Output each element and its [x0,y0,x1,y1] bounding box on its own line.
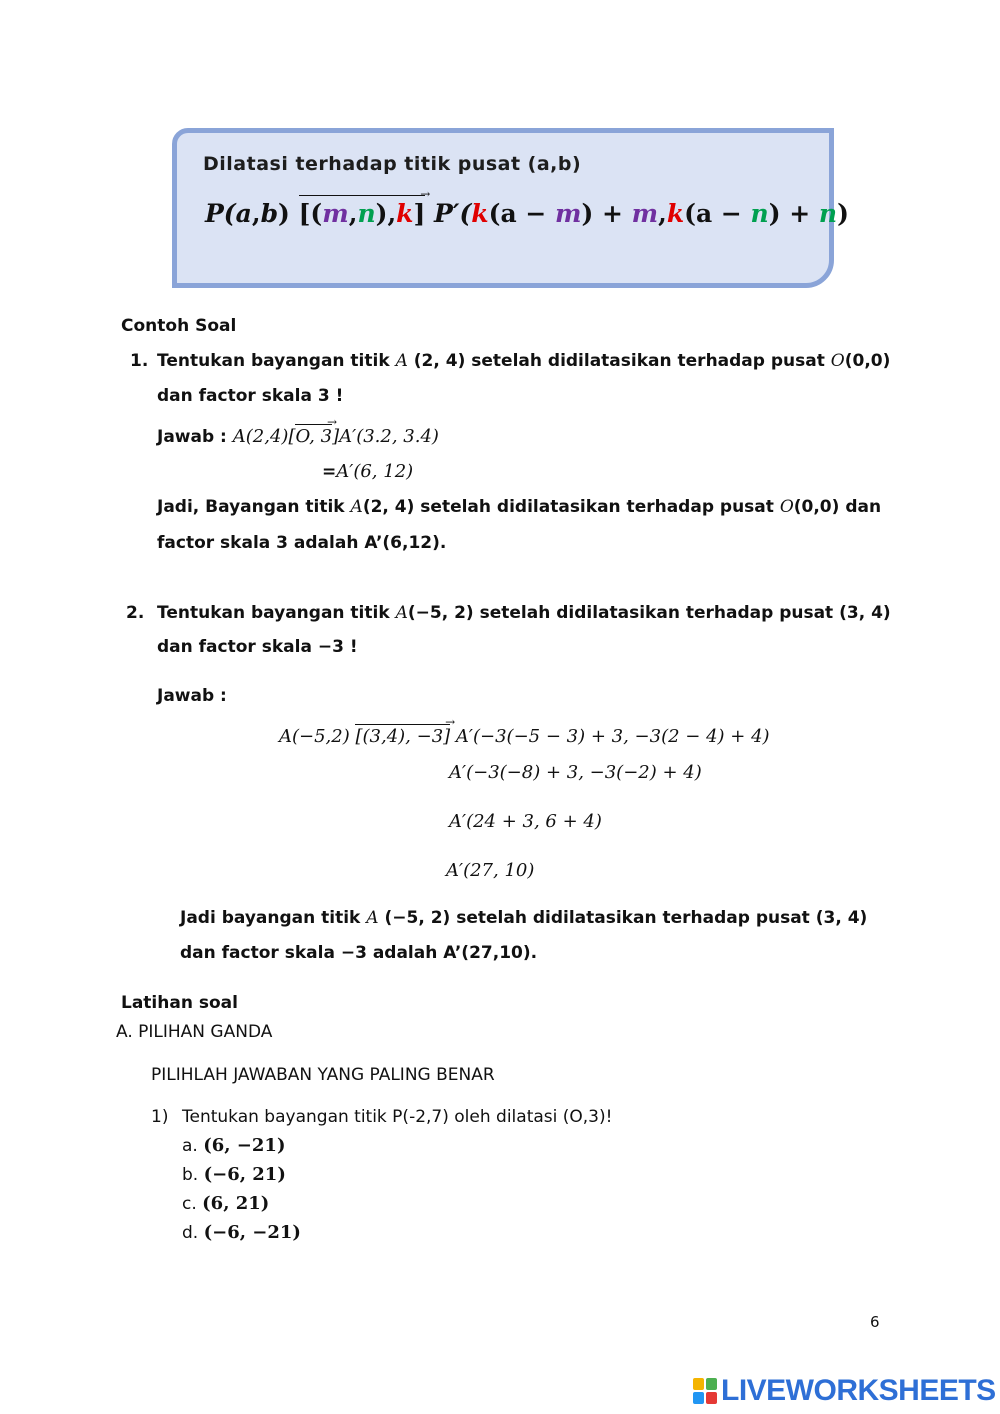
example-q2-step2: A′(−3(−8) + 3, −3(−2) + 4) [449,762,702,783]
exercise-q1-option-a[interactable]: a. (6, −21) [182,1135,286,1156]
liveworksheets-logo-icon [693,1378,717,1404]
example-q2-step1: A(−5,2) → [(3,4), −3] A′(−3(−5 − 3) + 3, −3(2 − 4) + 4) [279,715,770,747]
example-q1-number: 1. [130,351,149,371]
exercise-instruction: PILIHLAH JAWABAN YANG PALING BENAR [151,1065,495,1085]
example-q2-conclusion-line2: dan factor skala −3 adalah A’(27,10). [180,943,538,963]
example-q2-step3: A′(24 + 3, 6 + 4) [449,811,602,832]
exercise-q1-number: 1) [151,1107,169,1127]
example-q1-line1: Tentukan bayangan titik A (2, 4) setelah didilatasikan terhadap pusat O(0,0) [157,351,891,371]
example-q2-line1: Tentukan bayangan titik A(−5, 2) setelah didilatasikan terhadap pusat (3, 4) [157,603,891,623]
example-q1-line2: dan factor skala 3 ! [157,386,344,406]
example-q1-result: =A′(6, 12) [322,461,414,482]
formula-box-title: Dilatasi terhadap titik pusat (a,b) [203,153,582,175]
dilation-formula: P(a,b) → [(m,n),k] P′(k(a − m) + m,k(a − n) + n) [205,187,849,228]
example-q2-line2: dan factor skala −3 ! [157,637,358,657]
example-q1-conclusion-line2: factor skala 3 adalah A’(6,12). [157,533,447,553]
exercise-q1-option-b[interactable]: b. (−6, 21) [182,1164,286,1185]
formula-box [172,128,849,288]
liveworksheets-logo-text: LIVEWORKSHEETS [721,1374,996,1407]
exercise-q1-option-c[interactable]: c. (6, 21) [182,1193,270,1214]
exercise-q1-option-d[interactable]: d. (−6, −21) [182,1222,301,1243]
exercise-heading: Latihan soal [121,993,238,1013]
page-number: 6 [870,1313,880,1331]
example-q2-number: 2. [126,603,145,623]
example-q2-answer-label: Jawab : [157,686,227,706]
example-q1-conclusion-line1: Jadi, Bayangan titik A(2, 4) setelah didilatasikan terhadap pusat O(0,0) dan [157,497,882,517]
exercise-section: A. PILIHAN GANDA [116,1022,273,1042]
example-q2-step4: A′(27, 10) [446,860,535,881]
exercise-q1-text: Tentukan bayangan titik P(-2,7) oleh dilatasi (O,3)! [182,1107,613,1127]
example-heading: Contoh Soal [121,316,237,336]
example-q1-answer: Jawab : A(2,4)[ → O, 3]A′(3.2, 3.4) [157,415,439,447]
example-q2-conclusion-line1: Jadi bayangan titik A (−5, 2) setelah didilatasikan terhadap pusat (3, 4) [180,908,868,928]
